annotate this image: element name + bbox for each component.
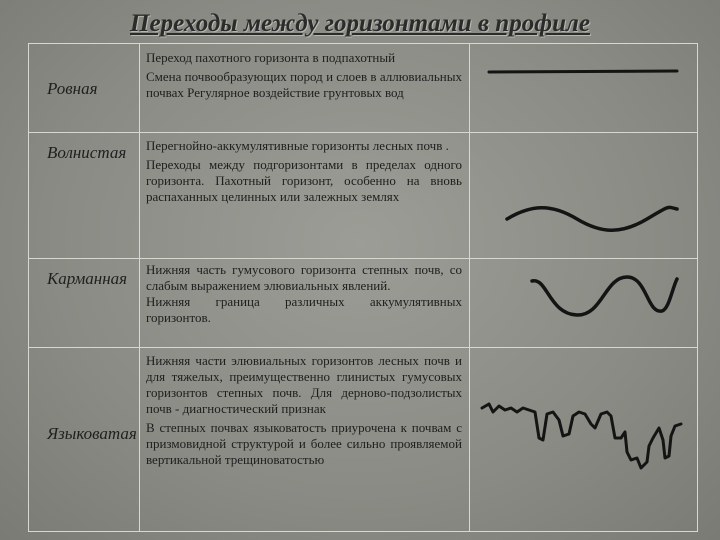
row-description — [146, 353, 462, 468]
description-paragraph: Нижняя граница различных аккумулятивных горизонтов. — [146, 294, 462, 325]
row-description — [146, 50, 462, 101]
tongued-boundary-icon — [477, 398, 687, 478]
table-row-pocket — [29, 258, 697, 348]
table-row-tongued — [29, 347, 697, 532]
description-paragraph: Перегнойно-аккумулятивные горизонты лесных почв . — [146, 138, 449, 153]
row-label: Волнистая — [47, 143, 127, 162]
row-label: Ровная — [47, 79, 98, 98]
description-paragraph: Переход пахотного горизонта в подпахотный — [146, 50, 396, 65]
description-paragraph: Нижняя части элювиальных горизонтов лесных почв и для тяжелых, преимущественно глинистых гумусовых горизонтов степных почв. Для дерново-подзолистых почв - диагностический признак — [146, 353, 462, 416]
description-paragraph: Нижняя часть гумусового горизонта степных почв, со слабым выражением элювиальных явлений. — [146, 262, 462, 293]
boundary-types-table — [28, 43, 698, 532]
row-description — [146, 138, 462, 205]
description-paragraph: Смена почвообразующих пород и слоев в аллювиальных почвах Регулярное воздействие грунтовых вод — [146, 69, 462, 100]
pocket-boundary-icon — [477, 269, 682, 324]
description-paragraph: В степных почвах языковатость приурочена к почвам с призмовидной структурой и более сильно проявляемой вертикальной трещиноватостью — [146, 420, 462, 467]
row-label: Карманная — [47, 269, 128, 288]
row-label: Языковатая — [47, 424, 137, 443]
slide-title: Переходы между горизонтами в профиле — [130, 10, 590, 37]
wavy-boundary-icon — [477, 199, 682, 239]
description-paragraph: Переходы между подгоризонтами в пределах одного горизонта. Пахотный горизонт, особенно на вновь распаханных целинных или залежных землях — [146, 157, 462, 204]
table-row-even — [29, 44, 697, 132]
table-row-wavy — [29, 132, 697, 259]
row-description — [146, 262, 462, 326]
straight-boundary-icon — [477, 62, 682, 82]
